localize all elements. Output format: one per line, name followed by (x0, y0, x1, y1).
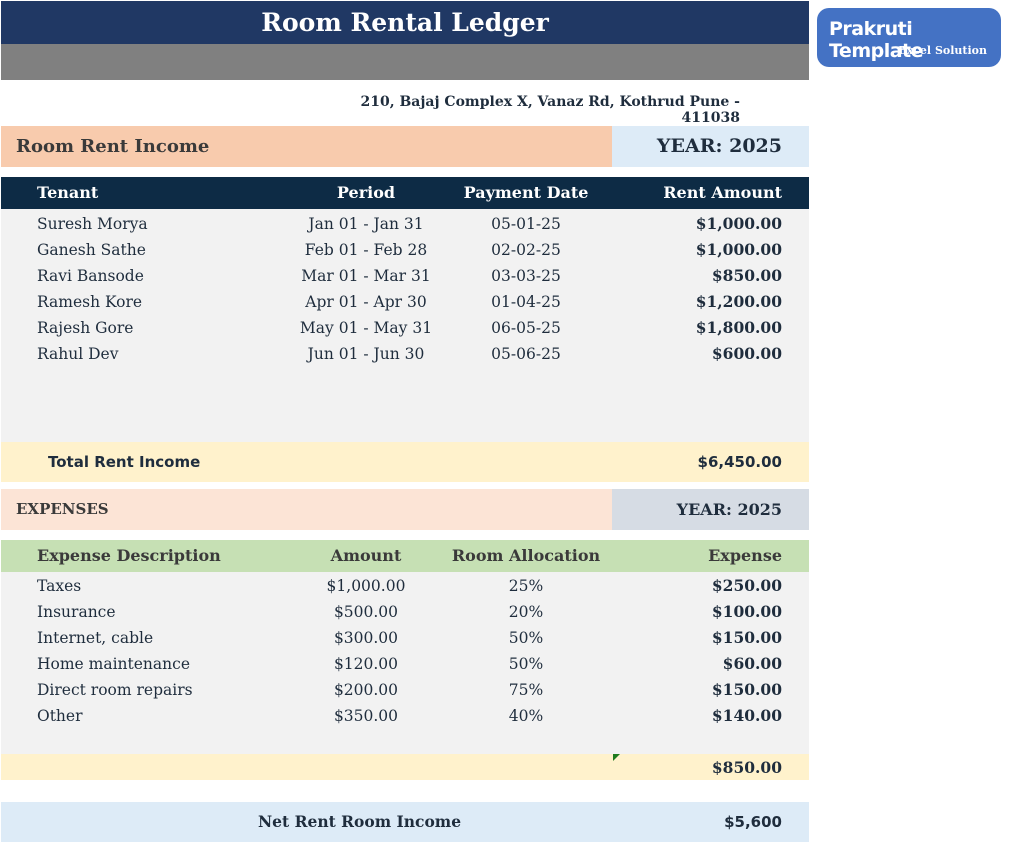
amount-cell[interactable]: $500.00 (333, 603, 399, 621)
income-table (1, 209, 809, 442)
amount-cell[interactable]: $600.00 (711, 344, 782, 363)
expense-cell[interactable]: $150.00 (711, 628, 782, 647)
table-row[interactable] (1, 651, 809, 677)
amount-cell[interactable]: $850.00 (711, 266, 782, 285)
table-row[interactable] (1, 341, 809, 367)
period-cell[interactable]: Mar 01 - Mar 31 (301, 267, 431, 285)
address: 210, Bajaj Complex X, Vanaz Rd, Kothrud Pune - 411038 (360, 94, 740, 126)
col-payment-date: Payment Date (463, 183, 589, 202)
col-room-allocation: Room Allocation (451, 546, 601, 565)
description-cell[interactable]: Home maintenance (37, 655, 190, 673)
total-rent-income-label: Total Rent Income (48, 453, 201, 471)
col-expense-description: Expense Description (37, 546, 221, 565)
brand-subtitle: Excel Solution (898, 44, 987, 57)
tenant-cell[interactable]: Ravi Bansode (37, 267, 144, 285)
table-row[interactable] (1, 315, 809, 341)
allocation-cell[interactable]: 50% (508, 629, 544, 647)
allocation-cell[interactable]: 75% (508, 681, 544, 699)
expense-cell[interactable]: $140.00 (711, 706, 782, 725)
total-expenses-row (1, 754, 809, 780)
table-row[interactable] (1, 263, 809, 289)
col-tenant: Tenant (37, 183, 99, 202)
period-cell[interactable]: Jun 01 - Jun 30 (307, 345, 425, 363)
brand-title: Prakruti Template (829, 18, 924, 62)
expense-cell[interactable]: $250.00 (711, 576, 782, 595)
date-cell[interactable]: 05-01-25 (491, 215, 561, 233)
amount-cell[interactable]: $1,000.00 (695, 240, 782, 259)
tenant-cell[interactable]: Ganesh Sathe (37, 241, 146, 259)
table-row[interactable] (1, 703, 809, 729)
total-rent-income-row (1, 442, 809, 482)
header-band (1, 44, 809, 80)
table-row[interactable] (1, 677, 809, 703)
period-cell[interactable]: Jan 01 - Jan 31 (308, 215, 424, 233)
net-rent-income-label: Net Rent Room Income (258, 812, 462, 831)
period-cell[interactable]: May 01 - May 31 (299, 319, 433, 337)
description-cell[interactable]: Insurance (37, 603, 116, 621)
expenses-section-title: EXPENSES (1, 489, 612, 530)
net-rent-income-row (1, 802, 809, 842)
expenses-table-header (1, 540, 809, 572)
col-expense: Expense (708, 546, 782, 565)
ledger-title: Room Rental Ledger (1, 1, 809, 44)
date-cell[interactable]: 02-02-25 (491, 241, 561, 259)
expenses-table (1, 572, 809, 754)
amount-cell[interactable]: $300.00 (333, 629, 399, 647)
amount-cell[interactable]: $120.00 (333, 655, 399, 673)
amount-cell[interactable]: $1,000.00 (695, 214, 782, 233)
expenses-year: YEAR: 2025 (612, 489, 809, 530)
col-amount: Amount (330, 546, 402, 565)
expense-cell[interactable]: $100.00 (711, 602, 782, 621)
total-expenses-value[interactable]: $850.00 (711, 758, 782, 777)
amount-cell[interactable]: $350.00 (333, 707, 399, 725)
cell-comment-marker (613, 754, 620, 761)
col-rent-amount: Rent Amount (663, 183, 782, 202)
brand-badge (817, 8, 1001, 67)
expense-cell[interactable]: $150.00 (711, 680, 782, 699)
date-cell[interactable]: 05-06-25 (491, 345, 561, 363)
tenant-cell[interactable]: Ramesh Kore (37, 293, 143, 311)
allocation-cell[interactable]: 50% (508, 655, 544, 673)
tenant-cell[interactable]: Rajesh Gore (37, 319, 134, 337)
col-period: Period (336, 183, 396, 202)
date-cell[interactable]: 06-05-25 (491, 319, 561, 337)
amount-cell[interactable]: $200.00 (333, 681, 399, 699)
table-row[interactable] (1, 237, 809, 263)
period-cell[interactable]: Apr 01 - Apr 30 (305, 293, 427, 311)
description-cell[interactable]: Direct room repairs (37, 681, 193, 699)
amount-cell[interactable]: $1,000.00 (326, 577, 406, 595)
table-row[interactable] (1, 211, 809, 237)
expense-cell[interactable]: $60.00 (722, 654, 782, 673)
period-cell[interactable]: Feb 01 - Feb 28 (304, 241, 428, 259)
income-section-title: Room Rent Income (1, 126, 612, 167)
description-cell[interactable]: Other (37, 707, 83, 725)
date-cell[interactable]: 03-03-25 (491, 267, 561, 285)
total-rent-income-value[interactable]: $6,450.00 (697, 453, 782, 471)
amount-cell[interactable]: $1,200.00 (695, 292, 782, 311)
description-cell[interactable]: Internet, cable (37, 629, 154, 647)
allocation-cell[interactable]: 20% (508, 603, 544, 621)
description-cell[interactable]: Taxes (37, 577, 82, 595)
table-row[interactable] (1, 573, 809, 599)
income-year: YEAR: 2025 (612, 126, 809, 167)
date-cell[interactable]: 01-04-25 (491, 293, 561, 311)
net-rent-income-value[interactable]: $5,600 (724, 813, 782, 831)
table-row[interactable] (1, 599, 809, 625)
table-row[interactable] (1, 625, 809, 651)
tenant-cell[interactable]: Suresh Morya (37, 215, 148, 233)
income-table-header (1, 177, 809, 209)
allocation-cell[interactable]: 40% (508, 707, 544, 725)
table-row[interactable] (1, 289, 809, 315)
allocation-cell[interactable]: 25% (508, 577, 544, 595)
amount-cell[interactable]: $1,800.00 (695, 318, 782, 337)
tenant-cell[interactable]: Rahul Dev (37, 345, 119, 363)
